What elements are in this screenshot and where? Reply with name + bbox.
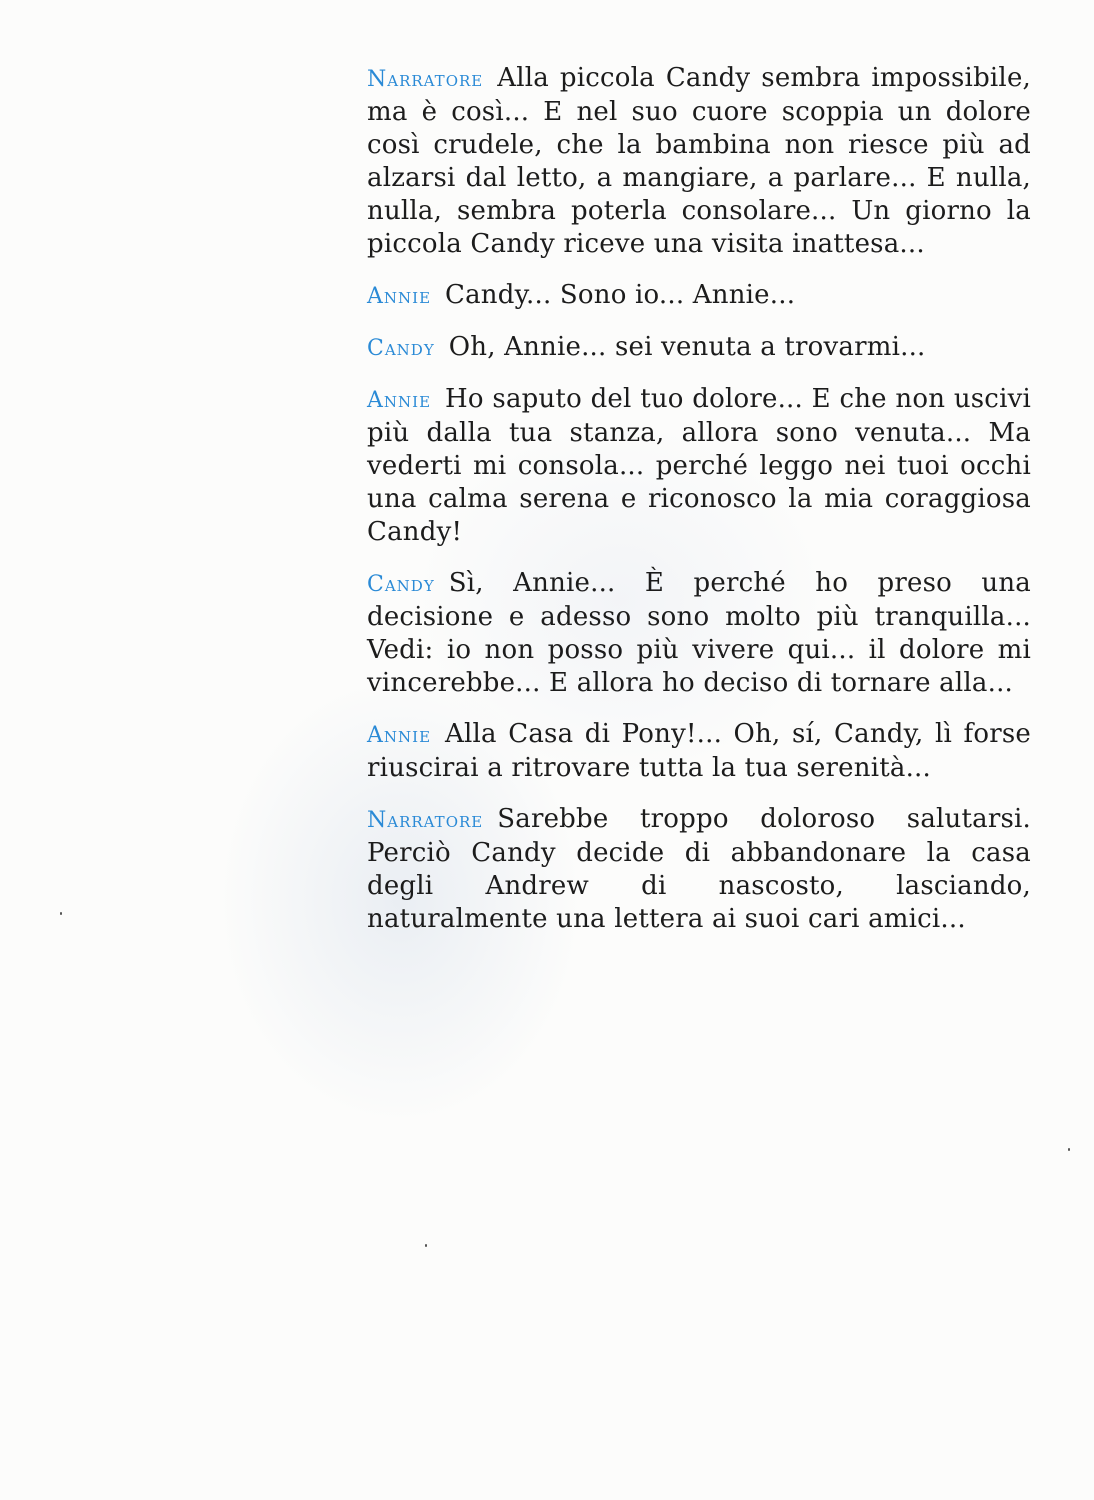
speaker-label: Annie xyxy=(367,284,432,309)
paper-speck xyxy=(1068,1148,1070,1151)
dialogue-paragraph xyxy=(367,803,1031,936)
speech-text: Oh, Annie... sei venuta a trovarmi... xyxy=(448,332,926,362)
dialogue-paragraph xyxy=(367,279,1031,313)
dialogue-paragraph xyxy=(367,567,1031,700)
speaker-label: Narratore xyxy=(367,808,484,833)
speaker-label: Candy xyxy=(367,572,435,597)
speech-text: Ho saputo del tuo dolore... E che non uscivi più dalla tua stanza, allora sono venuta... Ma vederti mi consola... perché leggo nei tuoi occhi una calma serena e riconosco la mia coraggiosa Candy! xyxy=(367,384,1031,547)
dialogue-text-block xyxy=(367,62,1031,954)
speaker-label: Annie xyxy=(367,723,432,748)
dialogue-paragraph xyxy=(367,331,1031,365)
speech-text: Candy... Sono io... Annie... xyxy=(445,280,796,310)
paper-speck xyxy=(60,912,62,915)
speaker-label: Narratore xyxy=(367,67,484,92)
speech-text: Sarebbe troppo doloroso salutarsi. Perciò Candy decide di abbandonare la casa degli Andrew di nascosto, lasciando, naturalmente una lettera ai suoi cari amici... xyxy=(367,804,1031,934)
paper-speck xyxy=(425,1244,427,1247)
speech-text: Alla piccola Candy sembra impossibile, ma è così... E nel suo cuore scoppia un dolore così crudele, che la bambina non riesce più ad alzarsi dal letto, a mangiare, a parlare... E nulla, nulla, sembra poterla consolare... Un giorno la piccola Candy riceve una visita inattesa... xyxy=(367,63,1031,259)
speaker-label: Annie xyxy=(367,388,432,413)
speaker-label: Candy xyxy=(367,336,435,361)
dialogue-paragraph xyxy=(367,718,1031,785)
speech-text: Sì, Annie... È perché ho preso una decisione e adesso sono molto più tranquilla... Vedi: io non posso più vivere qui... il dolore mi vincerebbe... E allora ho deciso di tornare alla... xyxy=(367,568,1031,698)
speech-text: Alla Casa di Pony!... Oh, sí, Candy, lì forse riuscirai a ritrovare tutta la tua serenità... xyxy=(367,719,1031,783)
dialogue-paragraph xyxy=(367,383,1031,549)
dialogue-paragraph xyxy=(367,62,1031,261)
